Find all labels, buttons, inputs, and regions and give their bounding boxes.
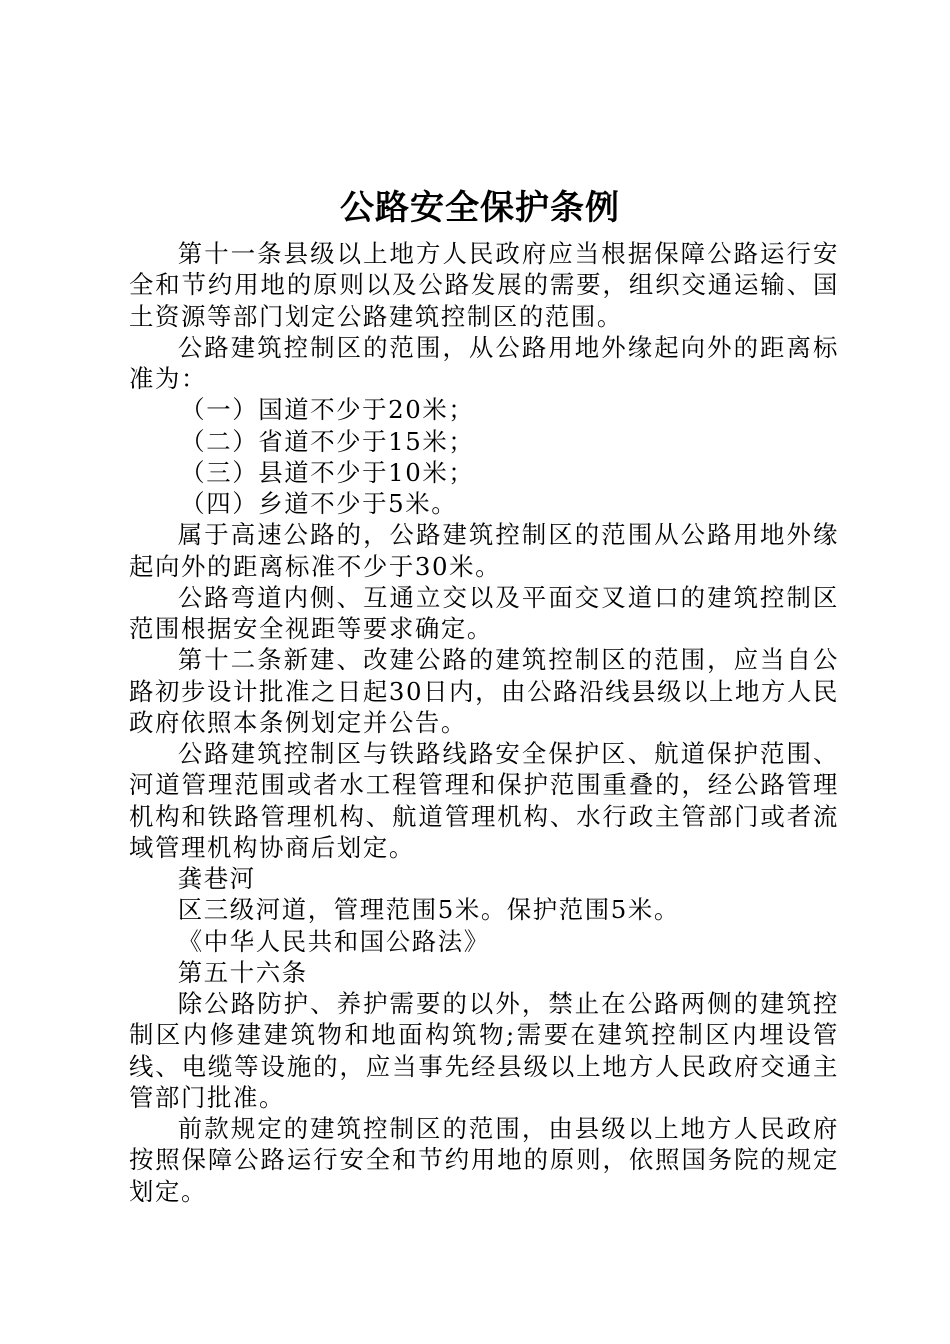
list-item-provincial-road: （二）省道不少于15米； — [180, 426, 475, 456]
list-item-township-road: （四）乡道不少于5米。 — [180, 489, 458, 518]
paragraph-article-12: 第十二条新建、改建公路的建筑控制区的范围，应当自公路初步设计批准之日起30日内，由公路沿线县级以上地方人民政府依照本条例划定并公告。 — [129, 645, 839, 737]
paragraph-highway-law-title: 《中华人民共和国公路法》 — [177, 926, 490, 956]
paragraph-control-zone-range: 公路建筑控制区的范围，从公路用地外缘起向外的距离标准为： — [129, 332, 839, 393]
paragraph-river-name: 龚巷河 — [177, 864, 256, 893]
paragraph-expressway: 属于高速公路的，公路建筑控制区的范围从公路用地外缘起向外的距离标准不少于30米。 — [129, 520, 839, 581]
list-item-county-road: （三）县道不少于10米； — [180, 457, 475, 487]
paragraph-construction-ban: 除公路防护、养护需要的以外，禁止在公路两侧的建筑控制区内修建建筑物和地面构筑物;需要在建筑控制区内埋设管线、电缆等设施的，应当事先经县级以上地方人民政府交通主管部门批准。 — [129, 989, 839, 1112]
paragraph-article-11: 第十一条县级以上地方人民政府应当根据保障公路运行安全和节约用地的原则以及公路发展的需要，组织交通运输、国土资源等部门划定公路建筑控制区的范围。 — [129, 239, 839, 331]
paragraph-overlap-zones: 公路建筑控制区与铁路线路安全保护区、航道保护范围、河道管理范围或者水工程管理和保护范围重叠的，经公路管理机构和铁路管理机构、航道管理机构、水行政主管部门或者流域管理机构协商后划定。 — [129, 739, 839, 862]
paragraph-range-delimitation: 前款规定的建筑控制区的范围，由县级以上地方人民政府按照保障公路运行安全和节约用地的原则，依照国务院的规定划定。 — [129, 1114, 839, 1206]
document-body — [129, 238, 839, 1207]
paragraph-river-range: 区三级河道，管理范围5米。保护范围5米。 — [177, 895, 680, 925]
list-item-national-road: （一）国道不少于20米； — [180, 395, 475, 425]
paragraph-curve-interchange: 公路弯道内侧、互通立交以及平面交叉道口的建筑控制区范围根据安全视距等要求确定。 — [129, 582, 839, 643]
paragraph-article-56: 第五十六条 — [177, 957, 308, 987]
document-title: 公路安全保护条例 — [340, 188, 620, 228]
